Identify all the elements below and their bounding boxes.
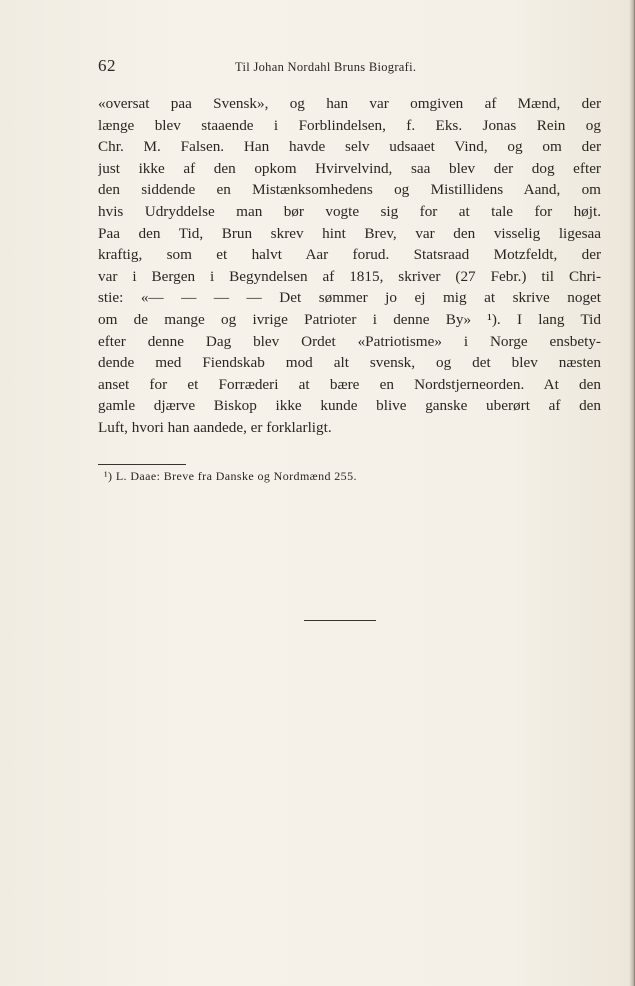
text-line: dende med Fiendskab mod alt svensk, og det blev næsten — [98, 354, 601, 372]
end-divider — [304, 620, 376, 621]
text-line: «oversat paa Svensk», og han var omgiven af Mænd, der — [98, 95, 601, 112]
footnote-divider — [98, 464, 186, 465]
footnote-text: L. Daae: Breve fra Danske og Nordmænd 255. — [115, 469, 357, 483]
running-title: Til Johan Nordahl Bruns Biografi. — [235, 60, 417, 74]
main-text — [98, 93, 601, 439]
text-line: kraftig, som et halvt Aar forud. Statsraad Motzfeldt, der — [98, 246, 601, 264]
text-line: Chr. M. Falsen. Han havde selv udsaaet Vind, og om der — [98, 138, 601, 156]
text-line: gamle djærve Biskop ikke kunde blive ganske uberørt af den — [98, 397, 601, 415]
text-line: om de mange og ivrige Patrioter i denne By» ¹). I lang Tid — [98, 310, 601, 328]
page-header — [98, 56, 538, 80]
footnote — [104, 469, 357, 484]
footnote-marker: ¹) — [104, 469, 113, 483]
page-number: 62 — [98, 56, 116, 75]
text-line: Paa den Tid, Brun skrev hint Brev, var den visselig ligesaa — [98, 224, 601, 242]
text-line: anset for et Forræderi at bære en Nordstjerneorden. At den — [98, 375, 601, 393]
text-line: den siddende en Mistænksomhedens og Mistillidens Aand, om — [98, 181, 601, 199]
text-line: længe blev staaende i Forblindelsen, f. Eks. Jonas Rein og — [98, 116, 601, 134]
text-line: just ikke af den opkom Hvirvelvind, saa blev der dog efter — [98, 159, 601, 177]
text-line: hvis Udryddelse man bør vogte sig for at tale for højt. — [98, 202, 601, 220]
text-line: efter denne Dag blev Ordet «Patriotisme» i Norge ensbety- — [98, 332, 601, 350]
text-line: var i Bergen i Begyndelsen af 1815, skriver (27 Febr.) til Chri- — [98, 267, 601, 285]
page-edge — [629, 0, 635, 986]
text-line: stie: «— — — — Det sømmer jo ej mig at skrive noget — [98, 289, 601, 307]
text-line: Luft, hvori han aandede, er forklarligt. — [98, 418, 332, 436]
